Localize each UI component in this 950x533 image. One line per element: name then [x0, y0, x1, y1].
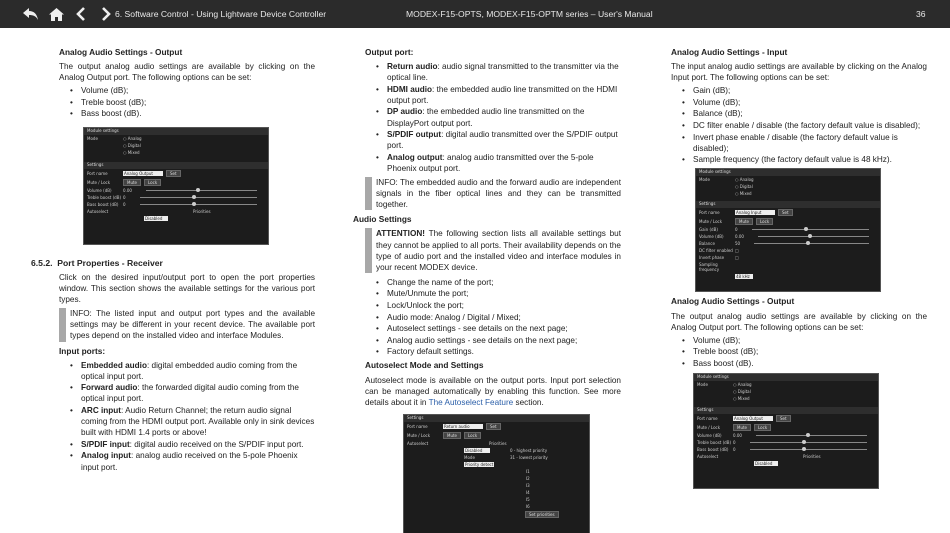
shot-value: 0 [123, 201, 126, 207]
shot-label: Autoselect [87, 208, 109, 214]
shot-label: Bass boost (dB) [87, 201, 119, 207]
shot-button: Lock [756, 218, 773, 225]
shot-slider [750, 442, 867, 443]
shot-label: Port name [697, 416, 718, 421]
shot-header: Module settings [696, 169, 880, 176]
shot-value: 50 [735, 241, 741, 247]
shot-field: Disabled [754, 461, 778, 466]
heading-analog-input: Analog Audio Settings - Input [671, 47, 788, 57]
shot-option: ○ Digital [123, 142, 141, 148]
list-item: • Change the name of the port; [375, 277, 621, 288]
shot-slider [140, 197, 257, 198]
list-item: • Analog audio settings - see details on the next page; [375, 335, 621, 346]
shot-field: Analog Input [735, 210, 775, 215]
shot-field: Priority detect [465, 461, 494, 467]
heading-analog-output: Analog Audio Settings - Output [59, 47, 183, 57]
shot-header: Module settings [84, 128, 268, 135]
list-item: • Treble boost (dB); [69, 97, 315, 108]
list-item: • Treble boost (dB); [681, 346, 927, 357]
list-item: • Analog output: analog audio transmitted over the 5-pole Phoenix output port. [375, 152, 621, 174]
shot-input: I6 [526, 503, 530, 509]
shot-slider [750, 449, 867, 450]
shot-label: Port name [87, 170, 108, 176]
page-number: 36 [916, 9, 926, 19]
list-item: • DC filter enable / disable (the factory default value is disabled); [681, 120, 927, 131]
screenshot-analog-input: Module settings Mode ○ Analog ○ Digital ○ Mixed Settings Port name Analog Input Set Mute / Lock Mute Lock Gain (dB) 0 Volume (dB) 0.00 Balance 50 DC filter enabled □ Invert phase □ Sampling frequency 48 kHz [695, 168, 881, 292]
list-item: • Volume (dB); [69, 85, 315, 96]
column-1 [59, 44, 315, 245]
list-output-ports [375, 61, 621, 174]
list-item: • Gain (dB); [681, 85, 927, 96]
shot-option: ○ Mixed [123, 149, 140, 155]
list-item: • HDMI audio: the embedded audio line transmitted on the HDMI output port. [375, 84, 621, 106]
shot-slider [758, 236, 869, 237]
list-analog-input [681, 85, 927, 165]
shot-button: Set [486, 423, 501, 430]
shot-button: Lock [144, 179, 161, 186]
shot-button: Lock [464, 432, 481, 439]
list-item: • S/PDIF input: digital audio received on the S/PDIF input port. [69, 439, 315, 450]
shot-label: Autoselect [697, 454, 719, 459]
shot-field: Analog Output [123, 171, 163, 176]
shot-header: Settings [404, 415, 589, 422]
list-item: • S/PDIF output: digital audio transmitted over the S/PDIF output port. [375, 129, 621, 151]
shot-field: Return audio [443, 424, 483, 429]
shot-label: Port name [699, 210, 720, 216]
shot-label: Volume (dB) [697, 433, 722, 438]
list-item: • Bass boost (dB). [69, 108, 315, 119]
paragraph-analog-output: The output analog audio settings are available by clicking on the Analog Output port. The following options can be set: [59, 62, 315, 83]
shot-slider [756, 435, 867, 436]
heading-autoselect: Autoselect Mode and Settings [365, 360, 484, 371]
attention-box: ATTENTION! The following section lists all available settings but they cannot be applied to all ports. Their availability depends on the type of audio port and the installed video and interface modules in your recent MODEX device. [365, 228, 621, 272]
shot-slider [752, 229, 869, 230]
heading-analog-output-2: Analog Audio Settings - Output [671, 296, 795, 307]
shot-label: Priorities [803, 454, 821, 459]
shot-button: Set [778, 209, 793, 216]
shot-label: Volume (dB) [699, 234, 724, 240]
shot-button: Set priorities [525, 511, 559, 518]
list-item: • Autoselect settings - see details on the next page; [375, 323, 621, 334]
shot-input: I1 [526, 468, 530, 474]
list-item: • Volume (dB); [681, 97, 927, 108]
shot-value: 0.00 [123, 187, 132, 193]
shot-label: Balance [699, 241, 715, 247]
top-bar [0, 0, 950, 28]
shot-label: Mute / Lock [407, 432, 431, 438]
column-3 [671, 44, 927, 489]
list-item: • Sample frequency (the factory default value is 48 kHz). [681, 154, 927, 165]
shot-button: Mute [735, 218, 753, 225]
shot-value: 0 [733, 447, 736, 452]
paragraph-analog-input: The input analog audio settings are available by clicking on the Analog Input port. The following options can be set: [671, 62, 927, 83]
shot-label: Gain (dB) [699, 227, 718, 233]
shot-header: Module settings [694, 374, 878, 381]
screenshot-analog-output-2: Module settings Mode ○ Analog ○ Digital ○ Mixed Settings Port name Analog Output Set Mute / Lock Mute Lock Volume (dB) 0.00 Treble boost (dB) 0 Bass boost (dB) 0 Autoselect Priorities Disabled [693, 373, 879, 489]
shot-value: 0.00 [733, 433, 742, 438]
list-item: • Mute/Unmute the port; [375, 288, 621, 299]
list-item: • Audio mode: Analog / Digital / Mixed; [375, 312, 621, 323]
shot-label: Treble boost (dB) [697, 440, 732, 445]
shot-button: Mute [443, 432, 461, 439]
list-input-ports [69, 360, 315, 473]
shot-slider [140, 204, 257, 205]
chapter-title: 6. Software Control - Using Lightware Device Controller [115, 9, 327, 19]
screenshot-autoselect [403, 414, 590, 533]
prev-icon[interactable] [72, 6, 90, 22]
shot-slider [754, 243, 869, 244]
info-box: INFO: The listed input and output port types and the available settings may be different in your recent device. The available port types depend on the installed video and interface Modules. [59, 308, 315, 341]
list-item: • Return audio: audio signal transmitted to the transmitter via the optical line. [375, 61, 621, 83]
info-box: INFO: The embedded audio and the forward audio are independent signals in the fiber optical lines and they can be transmitted together. [365, 177, 621, 210]
shot-button: Lock [754, 424, 771, 431]
screenshot-analog-output [83, 127, 269, 245]
shot-label: Invert phase [699, 255, 725, 261]
shot-option: ○ Analog [123, 135, 142, 141]
shot-note: 31 - lowest priority [510, 454, 548, 460]
shot-input: I3 [526, 482, 530, 488]
home-icon[interactable] [47, 6, 65, 22]
shot-input: I4 [526, 489, 530, 495]
shot-slider [146, 190, 257, 191]
shot-label: Mode [87, 135, 98, 141]
shot-label: Bass boost (dB) [697, 447, 729, 452]
shot-label: DC filter enabled [699, 248, 733, 254]
shot-label: Mode [464, 454, 475, 460]
paragraph-autoselect: Autoselect mode is available on the output ports. Input port selection can be managed automatically by enabling this function. See more details about it in The Autoselect Feature section. [365, 375, 621, 407]
shot-field: Analog Output [733, 416, 773, 421]
shot-value: 0 [123, 194, 126, 200]
list-analog-output [69, 85, 315, 119]
shot-header: Settings [84, 162, 268, 169]
list-item: • DP audio: the embedded audio line transmitted on the DisplayPort output port. [375, 106, 621, 128]
list-item: • Forward audio: the forwarded digital audio coming from the optical input port. [69, 382, 315, 404]
paragraph-analog-output-2: The output analog audio settings are available by clicking on the Analog Output port. The following options can be set: [671, 311, 927, 332]
shot-note: 0 - highest priority [510, 447, 548, 453]
shot-label: Sampling frequency [699, 262, 720, 273]
shot-label: Mode [697, 382, 708, 387]
shot-button: Set [166, 170, 181, 177]
nav-icons [22, 6, 115, 22]
column-2 [353, 44, 621, 533]
manual-title: MODEX-F15-OPTS, MODEX-F15-OPTM series – User's Manual [406, 9, 653, 19]
heading-audio-settings: Audio Settings [353, 214, 412, 225]
shot-value: 0 [733, 440, 736, 445]
shot-label: Priorities [489, 440, 507, 446]
shot-button: Set [776, 415, 791, 422]
shot-button: Mute [123, 179, 141, 186]
shot-value: 0.00 [735, 234, 744, 240]
shot-header: Settings [694, 407, 878, 414]
list-analog-output-2 [681, 335, 927, 369]
list-audio-settings [375, 277, 621, 358]
list-item: • Lock/Unlock the port; [375, 300, 621, 311]
shot-label: Port name [407, 423, 428, 429]
section-heading: 6.5.2. Port Properties - Receiver [31, 258, 163, 268]
shot-header: Settings [696, 201, 880, 208]
shot-label: Mute / Lock [87, 179, 111, 185]
paragraph-receiver: Click on the desired input/output port to open the port properties window. This section shows the available settings for the various port types. [59, 273, 315, 305]
shot-label: Priorities [193, 208, 211, 214]
list-item: • ARC input: Audio Return Channel; the return audio signal coming from the HDMI output port. Available only in sink devices built with HDMI 1.4 ports or above! [69, 405, 315, 438]
shot-value: 0 [735, 227, 738, 233]
shot-label: Mute / Lock [697, 425, 721, 430]
autoselect-link[interactable]: The Autoselect Feature [428, 397, 514, 407]
shot-label: Mode [699, 177, 710, 183]
back-icon[interactable] [22, 6, 40, 22]
shot-input: I2 [526, 475, 530, 481]
heading-input-ports: Input ports: [59, 345, 106, 356]
shot-label: Treble boost (dB) [87, 194, 122, 200]
list-item: • Factory default settings. [375, 346, 621, 357]
list-item: • Bass boost (dB). [681, 358, 927, 369]
list-item: • Analog input: analog audio received on the 5-pole Phoenix input port. [69, 450, 315, 472]
list-item: • Volume (dB); [681, 335, 927, 346]
list-item: • Invert phase enable / disable (the factory default value is disabled); [681, 132, 927, 154]
shot-label: Mute / Lock [699, 219, 723, 225]
next-icon[interactable] [97, 6, 115, 22]
shot-button: Mute [733, 424, 751, 431]
shot-field: Disabled [464, 448, 490, 453]
shot-label: Volume (dB) [87, 187, 112, 193]
column-1-lower [59, 272, 315, 476]
shot-input: I5 [526, 496, 530, 502]
heading-output-port: Output port: [365, 47, 414, 57]
list-item: • Balance (dB); [681, 108, 927, 119]
shot-field: Disabled [144, 216, 168, 221]
list-item: • Embedded audio: digital embedded audio coming from the optical input port. [69, 360, 315, 382]
shot-label: Autoselect [407, 440, 429, 446]
shot-field: 48 kHz [735, 274, 753, 279]
